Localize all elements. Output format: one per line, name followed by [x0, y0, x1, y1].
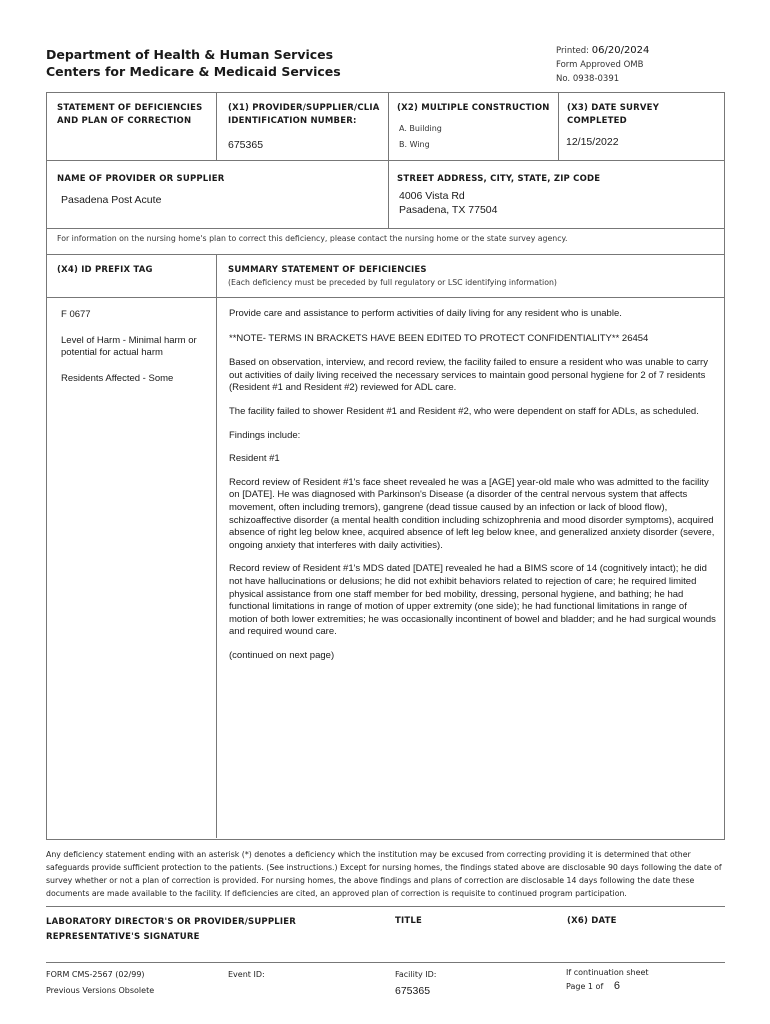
body-paragraph: The facility failed to shower Resident #1 and Resident #2, who were dependent on staff for ADLs, as scheduled.	[229, 405, 699, 417]
x2-label: (X2) MULTIPLE CONSTRUCTION	[397, 103, 550, 113]
summary-label: SUMMARY STATEMENT OF DEFICIENCIES	[228, 265, 427, 275]
page-indicator	[566, 980, 620, 993]
deficiency-tag-column	[61, 309, 211, 396]
x2-wing: B. Wing	[399, 140, 430, 149]
date-label: (X6) DATE	[567, 916, 617, 926]
summary-statement-body	[229, 308, 717, 673]
agency-line1: Department of Health & Human Services	[46, 47, 334, 62]
event-id-label: Event ID:	[228, 970, 265, 979]
x1-value: 675365	[228, 139, 264, 151]
printed-date: 06/20/2024	[591, 45, 650, 56]
x3-value: 12/15/2022	[566, 136, 619, 148]
page-total: 6	[613, 980, 620, 992]
level-of-harm: Level of Harm - Minimal harm or potential for actual harm	[61, 334, 197, 359]
form-id-block	[46, 968, 154, 997]
director-signature-label: LABORATORY DIRECTOR'S OR PROVIDER/SUPPLIER REPRESENTATIVE'S SIGNATURE	[46, 917, 297, 942]
statement-label: STATEMENT OF DEFICIENCIES AND PLAN OF CORRECTION	[57, 103, 203, 126]
provider-name-label: NAME OF PROVIDER OR SUPPLIER	[57, 174, 225, 184]
facility-id-label: Facility ID:	[395, 970, 437, 979]
page-label: Page 1 of	[566, 982, 604, 991]
provider-name: Pasadena Post Acute	[61, 194, 162, 206]
title-label: TITLE	[395, 916, 422, 926]
body-paragraph: (continued on next page)	[229, 649, 335, 661]
previous-versions: Previous Versions Obsolete	[46, 986, 155, 995]
printed-block	[556, 44, 649, 86]
disclaimer: Any deficiency statement ending with an asterisk (*) denotes a deficiency which the institution may be excused from correcting providing it is determined that other safeguards provide sufficient protection to the patients. (See instructions.) Except for nursing homes, the findings stated above are disclosable 90 days following the date of survey whether or not a plan of correction is provided. For nursing homes, the above findings and plans of correction are disclosable 14 days following the date these documents are made available to the facility. If deficiencies are cited, an approved plan of correction is requisite to continued program participation.	[46, 850, 722, 898]
x1-label: (X1) PROVIDER/SUPPLIER/CLIA IDENTIFICATION NUMBER:	[228, 103, 380, 126]
body-paragraph: Provide care and assistance to perform activities of daily living for any resident who is unable.	[229, 308, 622, 319]
body-paragraph: Resident #1	[229, 453, 280, 465]
address-line1: 4006 Vista Rd	[399, 190, 465, 202]
body-paragraph: Findings include:	[229, 429, 301, 441]
x4-label: (X4) ID PREFIX TAG	[57, 265, 153, 275]
body-paragraph: Record review of Resident #1's MDS dated [DATE] revealed he had a BIMS score of 14 (cognitively intact); he did not have hallucinations or delusions; he did not exhibit behaviors related to rejection of care; he required limited physical assistance from one staff member for bed mobility, dressing, personal hygiene, and bathing; he had functional limitations in range of motion of upper extremity (one side); he had functional limitations in range of motion of both lower extremities; he was occasionally incontinent of bowel and bladder; and he had surgical wounds and required wound care.	[229, 563, 716, 638]
x3-label: (X3) DATE SURVEY COMPLETED	[567, 103, 660, 126]
agency-header	[46, 46, 341, 80]
info-note: For information on the nursing home's plan to correct this deficiency, please contact the nursing home or the state survey agency.	[57, 234, 568, 243]
agency-line2: Centers for Medicare & Medicaid Services	[46, 64, 341, 79]
f-tag: F 0677	[61, 309, 91, 320]
body-paragraph: Based on observation, interview, and record review, the facility failed to ensure a resident who was unable to carry out activities of daily living received the necessary services to maintain good personal hygiene for 2 of 7 residents (Resident #1 and Resident #2) reviewed for ADL care.	[229, 357, 708, 394]
omb-number: No. 0938-0391	[556, 74, 620, 84]
body-paragraph: **NOTE- TERMS IN BRACKETS HAVE BEEN EDITED TO PROTECT CONFIDENTIALITY** 26454	[229, 332, 649, 344]
address-label: STREET ADDRESS, CITY, STATE, ZIP CODE	[397, 174, 601, 184]
printed-label: Printed:	[556, 46, 590, 56]
facility-id-value: 675365	[395, 985, 431, 997]
residents-affected: Residents Affected - Some	[61, 372, 174, 384]
x2-building: A. Building	[399, 124, 442, 133]
body-paragraph: Record review of Resident #1's face sheet revealed he was a [AGE] year-old male who was admitted to the facility on [DATE]. He was diagnosed with Parkinson's Disease (a disorder of the central nervous system that affects movement, often including tremors), gangrene (dead tissue caused by an infection or lack of blood flow), schizoaffective disorder (a mental health condition including schizophrenia and mood disorder symptoms), acquired absence of right leg below knee, acquired absence of left leg below knee, and generalized anxiety disorder (severe, ongoing anxiety that interferes with daily activities).	[229, 476, 715, 551]
summary-sub: (Each deficiency must be preceded by full regulatory or LSC identifying information)	[228, 278, 557, 287]
continuation-label: If continuation sheet	[566, 968, 649, 977]
form-id: FORM CMS-2567 (02/99)	[46, 970, 145, 979]
address-line2: Pasadena, TX 77504	[399, 204, 498, 216]
form-approved: Form Approved OMB	[556, 60, 644, 70]
